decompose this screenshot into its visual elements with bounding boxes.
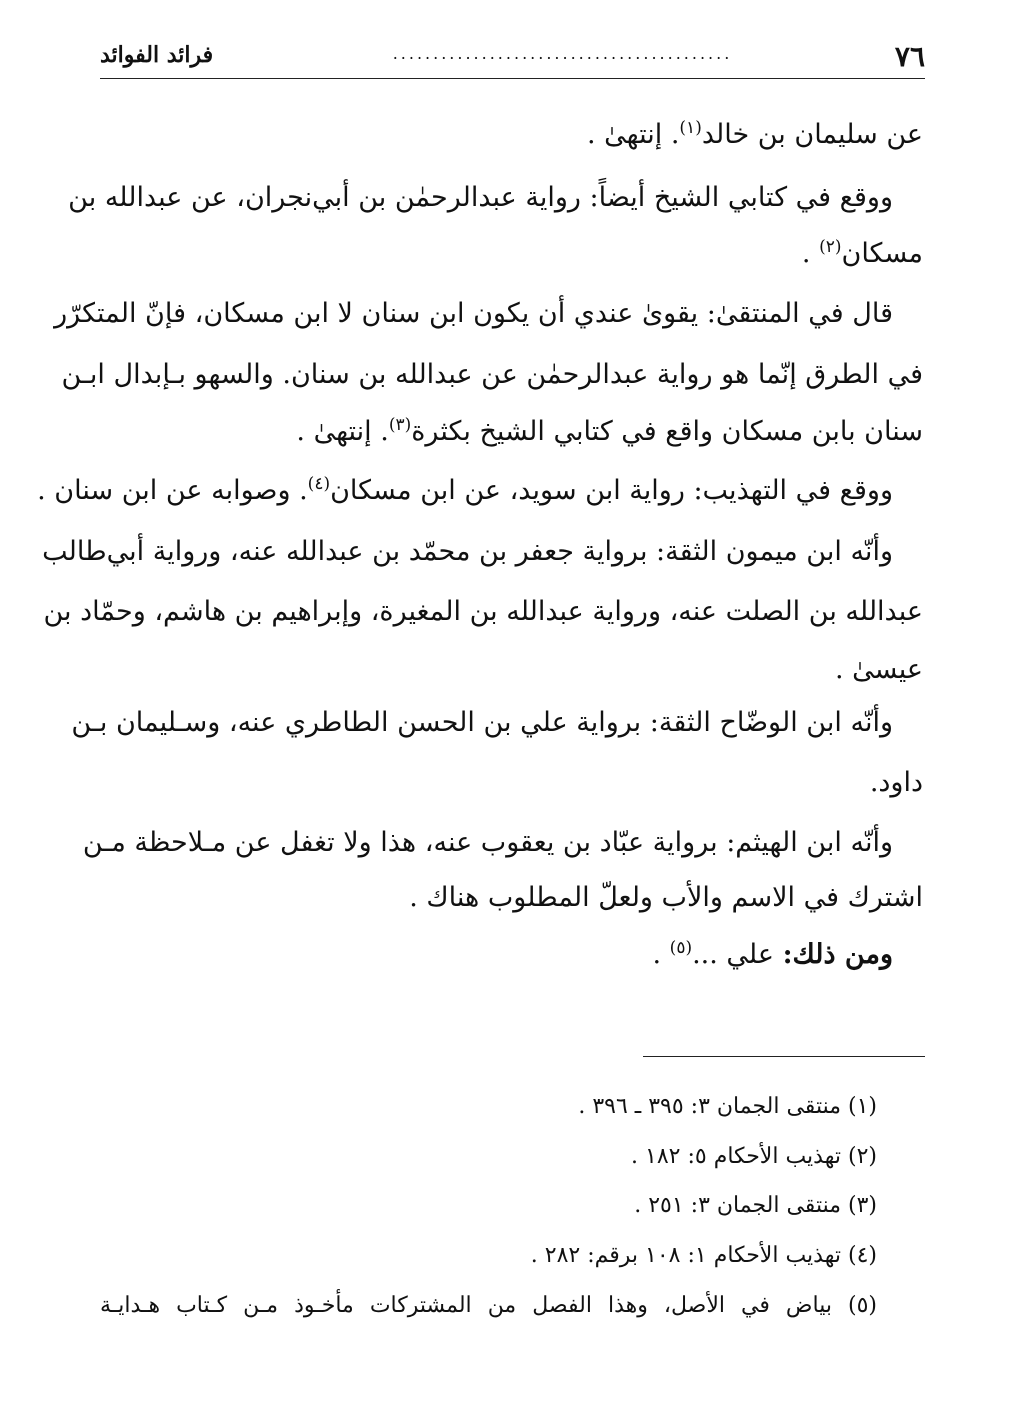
text-line-6: سنان بابن مسكان واقع في كتابي الشيخ بكثرة$^{(٣)}$. إنتهىٰ . <box>296 415 923 447</box>
footnote-5: (٥) بياض في الأصل، وهذا الفصل من المشتركات مأخـوذ مـن كـتاب هـدايـة <box>100 1293 877 1318</box>
footnote-ref-1: (١) <box>679 118 702 138</box>
footnote-4: (٤) تهذيب الأحكام ١: ١٠٨ برقم: ٢٨٢ . <box>530 1243 877 1268</box>
book-title: فرائد الفوائد <box>100 42 214 68</box>
text-line-14: اشترك في الاسم والأب ولعلّ المطلوب هناك . <box>409 882 923 913</box>
footnote-ref-4: (٤) <box>307 474 331 494</box>
text-line-5: في الطرق إنّما هو رواية عبدالرحمٰن عن عبدالله بن سنان. والسهو بـإبدال ابـن <box>61 359 923 390</box>
header-leader-dots: .......................................... <box>392 44 733 63</box>
text-line-11: وأنّه ابن الوضّاح الثقة: برواية علي بن الحسن الطاطري عنه، وسـليمان بـن <box>71 707 893 738</box>
text-line-15: ومن ذلك: علي ...$^{(٥)}$ . <box>652 938 893 970</box>
text-line-9: عبدالله بن الصلت عنه، ورواية عبدالله بن المغيرة، وإبراهيم بن هاشم، وحمّاد بن <box>43 596 923 627</box>
text-line-2: ووقع في كتابي الشيخ أيضاً: رواية عبدالرحمٰن بن أبي‌نجران، عن عبدالله بن <box>68 182 893 213</box>
footnote-ref-5: (٥) <box>669 938 693 958</box>
text-line-8: وأنّه ابن ميمون الثقة: برواية جعفر بن محمّد بن عبدالله عنه، ورواية أبي‌طالب <box>42 536 893 567</box>
text-line-1: عن سليمان بن خالد$^{(١)}$. إنتهىٰ . <box>586 118 923 150</box>
footnote-2: (٢) تهذيب الأحكام ٥: ١٨٢ . <box>631 1144 877 1169</box>
footnote-3: (٣) منتقى الجمان ٣: ٢٥١ . <box>634 1193 877 1218</box>
text-line-3: مسكان$^{(٢)}$ . <box>801 237 923 269</box>
text-line-10: عيسىٰ . <box>834 654 923 685</box>
footnote-ref-2: (٢) <box>819 237 842 257</box>
text-line-4: قال في المنتقىٰ: يقوىٰ عندي أن يكون ابن سنان لا ابن مسكان، فإنّ المتكرّر <box>54 298 893 329</box>
running-header <box>100 38 925 79</box>
text-line-12: داود. <box>869 767 923 798</box>
footnote-separator <box>643 1056 925 1057</box>
text-line-13: وأنّه ابن الهيثم: برواية عبّاد بن يعقوب عنه، هذا ولا تغفل عن مـلاحظة مـن <box>82 827 893 858</box>
footnote-1: (١) منتقى الجمان ٣: ٣٩٥ ـ ٣٩٦ . <box>578 1094 877 1119</box>
text-line-7: ووقع في التهذيب: رواية ابن سويد، عن ابن مسكان$^{(٤)}$. وصوابه عن ابن سنان . <box>37 474 893 506</box>
footnote-ref-3: (٣) <box>388 415 412 435</box>
page-number: ٧٦ <box>894 40 925 73</box>
